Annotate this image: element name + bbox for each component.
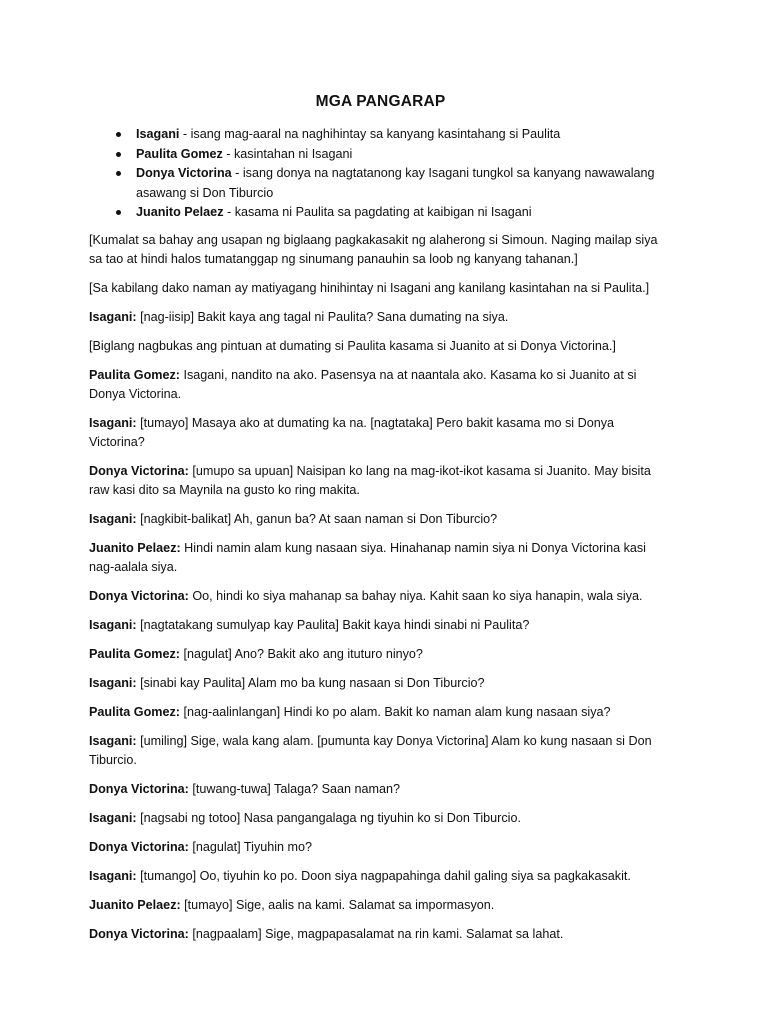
speaker-name: Paulita Gomez: — [89, 704, 180, 719]
dialogue-text: [nagulat] Tiyuhin mo? — [188, 839, 313, 854]
speaker-name: Juanito Pelaez: — [89, 897, 181, 912]
dialogue-text: [nagpaalam] Sige, magpapasalamat na rin kami. Salamat sa lahat. — [188, 926, 564, 941]
dialogue-text: [tumayo] Sige, aalis na kami. Salamat sa impormasyon. — [180, 897, 495, 912]
speaker-name: Paulita Gomez: — [89, 367, 180, 382]
stage-direction — [89, 231, 672, 269]
speaker-name: Isagani: — [89, 810, 137, 825]
dialogue-text: [nag-aalinlangan] Hindi ko po alam. Bakit ko naman alam kung nasaan siya? — [179, 704, 611, 719]
dialogue-text: [nagsabi ng totoo] Nasa pangangalaga ng tiyuhin ko si Don Tiburcio. — [136, 810, 521, 825]
dialogue-line — [89, 308, 672, 327]
dialogue-text: [tumayo] Masaya ako at dumating ka na. [nagtataka] Pero bakit kasama mo si Donya Victorina? — [89, 415, 615, 449]
speaker-name: Juanito Pelaez: — [89, 540, 181, 555]
dialogue-text: [umiling] Sige, wala kang alam. [pumunta kay Donya Victorina] Alam ko kung nasaan si Don Tiburcio. — [89, 733, 652, 767]
character-item — [136, 125, 672, 145]
dialogue-line — [89, 703, 672, 722]
dialogue-line — [89, 645, 672, 664]
stage-direction-text: [Biglang nagbukas ang pintuan at dumating si Paulita kasama si Juanito at si Donya Victorina.] — [89, 338, 616, 353]
character-name: Donya Victorina — [136, 166, 232, 180]
dialogue-text: Hindi namin alam kung nasaan siya. Hinahanap namin siya ni Donya Victorina kasi nag-aalala siya. — [89, 540, 646, 574]
speaker-name: Donya Victorina: — [89, 463, 189, 478]
dialogue-line — [89, 809, 672, 828]
dialogue-line — [89, 414, 672, 452]
speaker-name: Isagani: — [89, 415, 137, 430]
dialogue-text: Oo, hindi ko siya mahanap sa bahay niya. Kahit saan ko siya hanapin, wala siya. — [188, 588, 643, 603]
character-item — [136, 164, 672, 203]
character-name: Isagani — [136, 127, 180, 141]
stage-direction-text: [Kumalat sa bahay ang usapan ng biglaang pagkakasakit ng alaherong si Simoun. Naging mailap siya sa tao at hindi halos tumatanggap ng sinumang panauhin sa loob ng kanyang tahanan.] — [89, 232, 658, 266]
dialogue-text: [tuwang-tuwa] Talaga? Saan naman? — [188, 781, 401, 796]
speaker-name: Donya Victorina: — [89, 588, 189, 603]
script-body — [89, 231, 672, 944]
dialogue-line — [89, 867, 672, 886]
character-description: - kasintahan ni Isagani — [222, 146, 353, 161]
dialogue-text: [sinabi kay Paulita] Alam mo ba kung nasaan si Don Tiburcio? — [136, 675, 485, 690]
dialogue-text: Isagani, nandito na ako. Pasensya na at naantala ako. Kasama ko si Juanito at si Donya Victorina. — [89, 367, 637, 401]
dialogue-line — [89, 925, 672, 944]
dialogue-line — [89, 462, 672, 500]
character-list — [89, 125, 672, 223]
dialogue-text: [nagkibit-balikat] Ah, ganun ba? At saan naman si Don Tiburcio? — [136, 511, 498, 526]
speaker-name: Isagani: — [89, 617, 137, 632]
stage-direction — [89, 337, 672, 356]
dialogue-text: [tumango] Oo, tiyuhin ko po. Doon siya nagpapahinga dahil galing siya sa pagkakasakit. — [136, 868, 631, 883]
character-description: - isang mag-aaral na naghihintay sa kanyang kasintahang si Paulita — [179, 127, 561, 141]
dialogue-line — [89, 510, 672, 529]
character-name: Paulita Gomez — [136, 146, 223, 161]
speaker-name: Donya Victorina: — [89, 781, 189, 796]
character-item — [136, 145, 672, 165]
speaker-name: Isagani: — [89, 675, 137, 690]
speaker-name: Isagani: — [89, 868, 137, 883]
speaker-name: Donya Victorina: — [89, 839, 189, 854]
speaker-name: Isagani: — [89, 309, 137, 324]
character-name: Juanito Pelaez — [136, 205, 224, 219]
dialogue-line — [89, 780, 672, 799]
speaker-name: Paulita Gomez: — [89, 646, 180, 661]
character-description: - kasama ni Paulita sa pagdating at kaibigan ni Isagani — [223, 205, 532, 219]
stage-direction-text: [Sa kabilang dako naman ay matiyagang hinihintay ni Isagani ang kanilang kasintahan na si Paulita.] — [89, 280, 650, 295]
dialogue-line — [89, 732, 672, 770]
dialogue-line — [89, 838, 672, 857]
dialogue-text: [nagtatakang sumulyap kay Paulita] Bakit kaya hindi sinabi ni Paulita? — [136, 617, 530, 632]
speaker-name: Isagani: — [89, 733, 137, 748]
stage-direction — [89, 279, 672, 298]
dialogue-text: [nagulat] Ano? Bakit ako ang ituturo ninyo? — [179, 646, 423, 661]
character-item — [136, 203, 672, 223]
speaker-name: Isagani: — [89, 511, 137, 526]
speaker-name: Donya Victorina: — [89, 926, 189, 941]
dialogue-line — [89, 366, 672, 404]
dialogue-line — [89, 674, 672, 693]
character-description: - isang donya na nagtatanong kay Isagani tungkol sa kanyang nawawalang asawang si Don Tiburcio — [136, 166, 655, 200]
dialogue-text: [nag-iisip] Bakit kaya ang tagal ni Paulita? Sana dumating na siya. — [136, 309, 509, 324]
dialogue-line — [89, 539, 672, 577]
dialogue-text: [umupo sa upuan] Naisipan ko lang na mag-ikot-ikot kasama si Juanito. May bisita raw kasi dito sa Maynila na gusto ko ring makita. — [89, 463, 651, 497]
dialogue-line — [89, 896, 672, 915]
dialogue-line — [89, 587, 672, 606]
document-title: MGA PANGARAP — [315, 93, 446, 110]
dialogue-line — [89, 616, 672, 635]
